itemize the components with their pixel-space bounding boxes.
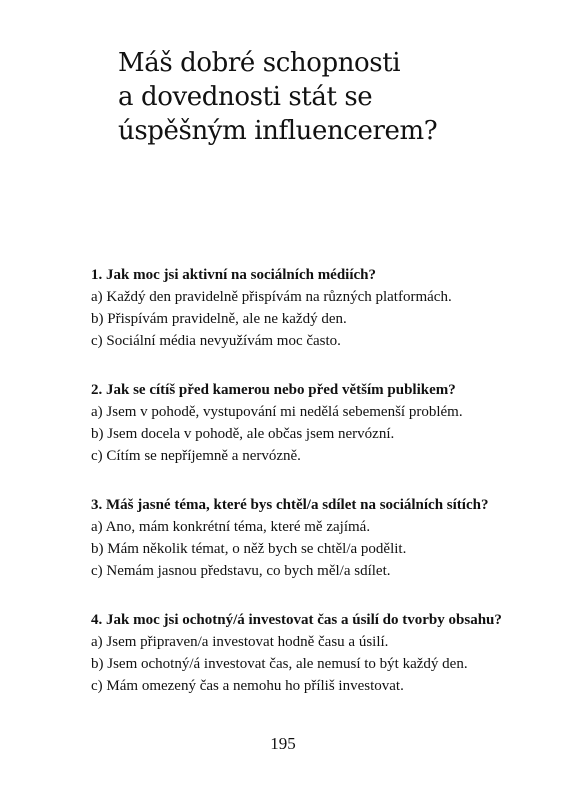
- answer-option-c: c) Sociální média nevyužívám moc často.: [91, 333, 341, 349]
- title-line-2: a dovednosti stát se: [118, 82, 373, 112]
- quiz-section: [91, 264, 531, 724]
- question-4: [91, 609, 531, 697]
- answer-option-a: a) Jsem v pohodě, vystupování mi nedělá sebemenší problém.: [91, 404, 463, 420]
- question-heading: 3. Máš jasné téma, které bys chtěl/a sdílet na sociálních sítích?: [91, 497, 489, 513]
- answer-option-c: c) Mám omezený čas a nemohu ho příliš investovat.: [91, 678, 404, 694]
- answer-list: [91, 401, 531, 467]
- title-line-1: Máš dobré schopnosti: [118, 48, 401, 78]
- answer-list: [91, 516, 531, 582]
- question-heading: 1. Jak moc jsi aktivní na sociálních médiích?: [91, 267, 377, 283]
- answer-option-b: b) Přispívám pravidelně, ale ne každý den.: [91, 311, 347, 327]
- answer-option-c: c) Nemám jasnou představu, co bych měl/a sdílet.: [91, 563, 391, 579]
- question-1: [91, 264, 531, 352]
- answer-option-b: b) Jsem ochotný/á investovat čas, ale nemusí to být každý den.: [91, 656, 468, 672]
- answer-option-b: b) Mám několik témat, o něž bych se chtěl/a podělit.: [91, 541, 407, 557]
- page-number: 195: [270, 734, 296, 753]
- question-2: [91, 379, 531, 467]
- question-3: [91, 494, 531, 582]
- answer-option-a: a) Každý den pravidelně přispívám na různých platformách.: [91, 289, 452, 305]
- answer-list: [91, 631, 531, 697]
- answer-list: [91, 286, 531, 352]
- title-line-3: úspěšným influencerem?: [118, 116, 438, 146]
- answer-option-a: a) Jsem připraven/a investovat hodně času a úsilí.: [91, 634, 389, 650]
- page-title: [118, 46, 538, 148]
- question-heading: 4. Jak moc jsi ochotný/á investovat čas a úsilí do tvorby obsahu?: [91, 612, 502, 628]
- answer-option-b: b) Jsem docela v pohodě, ale občas jsem nervózní.: [91, 426, 395, 442]
- answer-option-a: a) Ano, mám konkrétní téma, které mě zajímá.: [91, 519, 371, 535]
- question-heading: 2. Jak se cítíš před kamerou nebo před větším publikem?: [91, 382, 456, 398]
- answer-option-c: c) Cítím se nepříjemně a nervózně.: [91, 448, 301, 464]
